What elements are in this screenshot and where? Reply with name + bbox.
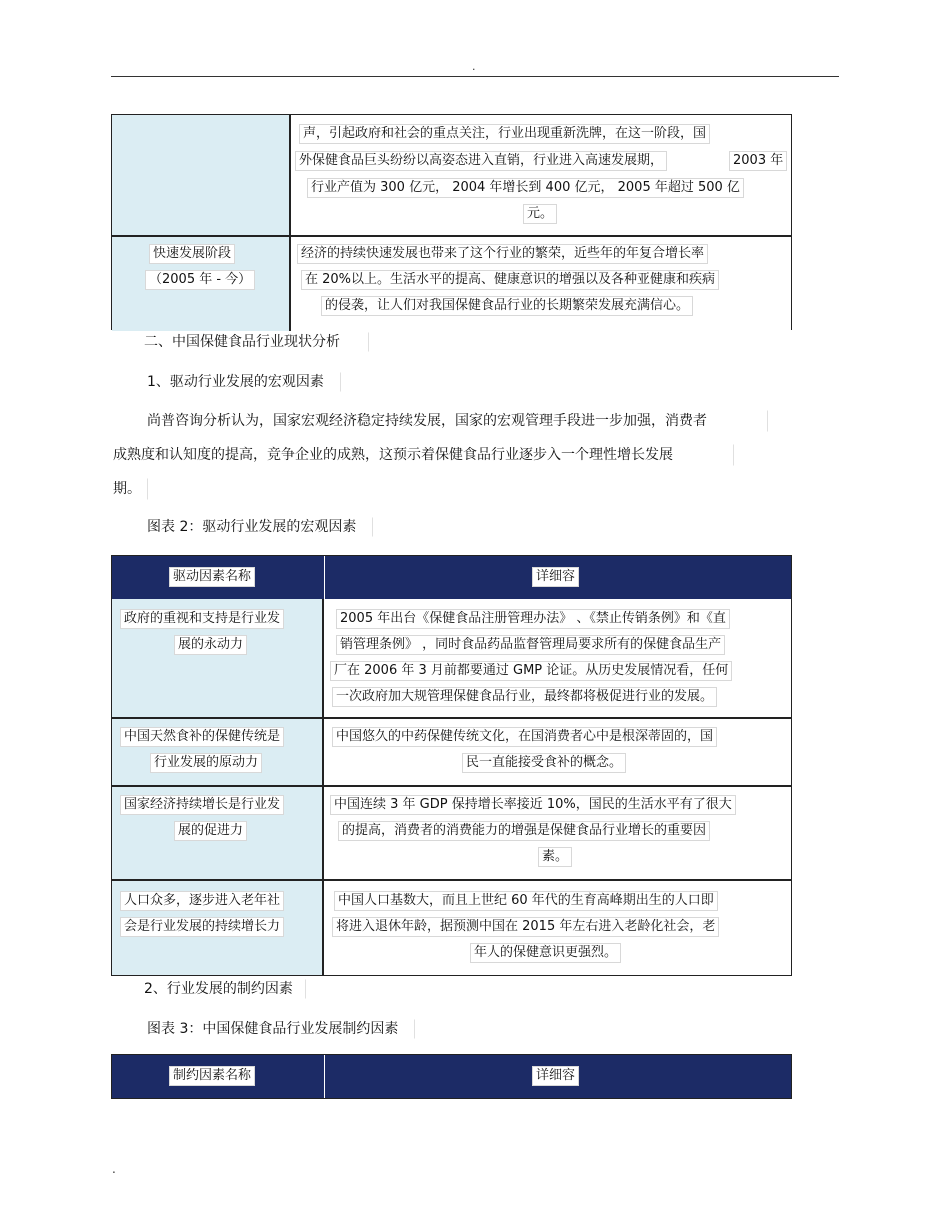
footer-dot: . — [112, 1162, 116, 1176]
detail-line: 厂在 2006 年 3 月前都要通过 GMP 论证。从历史发展情况看，任何 — [330, 661, 732, 681]
detail-line: 中国悠久的中药保健传统文化，在国消费者心中是根深蒂固的，国 — [332, 727, 717, 747]
detail-line: 销管理条例》 ，同时食品药品监督管理局要求所有的保健食品生产 — [336, 635, 725, 655]
detail-line: 元。 — [523, 204, 557, 224]
paragraph-line: 成熟度和认知度的提高，竞争企业的成熟，这预示着保健食品行业逐步入一个理性增长发展 — [109, 444, 734, 466]
subsection-title: 2、行业发展的制约因素 — [140, 979, 306, 999]
driving-factors-table — [111, 555, 792, 976]
factor-name: 人口众多，逐步进入老年社 — [120, 891, 284, 911]
header-rule — [111, 76, 839, 77]
factor-name: 会是行业发展的持续增长力 — [120, 917, 284, 937]
column-header-factor: 制约因素名称 — [169, 1066, 255, 1086]
stage-name-cell — [112, 237, 291, 331]
factor-name: 展的促进力 — [174, 821, 247, 841]
detail-line: 中国连续 3 年 GDP 保持增长率接近 10%，国民的生活水平有了很大 — [330, 795, 736, 815]
detail-line: 素。 — [538, 847, 572, 867]
factor-detail-cell — [324, 787, 791, 879]
table-header — [112, 1055, 791, 1098]
factor-detail-cell — [324, 881, 791, 975]
factor-name-cell — [112, 719, 324, 785]
stage-period: （2005 年 - 今） — [145, 270, 255, 290]
detail-line: 中国人口基数大，而且上世纪 60 年代的生育高峰期出生的人口即 — [334, 891, 718, 911]
factor-name: 展的永动力 — [174, 635, 247, 655]
figure-caption: 图表 2：驱动行业发展的宏观因素 — [143, 517, 373, 537]
detail-line: 经济的持续快速发展也带来了这个行业的繁荣，近些年的年复合增长率 — [297, 244, 708, 264]
factor-name-cell — [112, 881, 324, 975]
table-header — [112, 556, 791, 599]
factor-name-cell — [112, 787, 324, 879]
factor-name-cell — [112, 599, 324, 717]
factor-name: 行业发展的原动力 — [150, 753, 262, 773]
detail-line: 一次政府加大规管理保健食品行业，最终都将极促进行业的发展。 — [332, 687, 717, 707]
stage-name: 快速发展阶段 — [149, 244, 235, 264]
column-header-detail: 详细容 — [532, 567, 579, 587]
detail-line: 在 20%以上。生活水平的提高、健康意识的增强以及各种亚健康和疾病 — [301, 270, 719, 290]
detail-line: 外保健食品巨头纷纷以高姿态进入直销，行业进入高速发展期， — [295, 151, 667, 171]
stage-detail-cell — [291, 115, 791, 236]
header-dot: . — [472, 60, 476, 73]
paragraph-line: 期。 — [109, 478, 148, 500]
factor-detail-cell — [324, 599, 791, 717]
factor-name: 国家经济持续增长是行业发 — [120, 795, 284, 815]
subsection-title: 1、驱动行业发展的宏观因素 — [143, 372, 341, 392]
column-header-detail: 详细容 — [532, 1066, 579, 1086]
detail-line: 的侵袭，让人们对我国保健食品行业的长期繁荣发展充满信心。 — [321, 296, 693, 316]
factor-name: 中国天然食补的保健传统是 — [120, 727, 284, 747]
column-header-factor: 驱动因素名称 — [169, 567, 255, 587]
factor-name: 政府的重视和支持是行业发 — [120, 609, 284, 629]
detail-line: 将进入退休年龄，据预测中国在 2015 年左右进入老龄化社会，老 — [332, 917, 719, 937]
stage-detail-cell — [291, 237, 791, 331]
stage-cell-empty — [112, 115, 291, 236]
detail-line: 民一直能接受食补的概念。 — [462, 753, 626, 773]
detail-line: 行业产值为 300 亿元， 2004 年增长到 400 亿元， 2005 年超过 500 亿 — [307, 178, 744, 198]
development-stage-table — [111, 114, 792, 330]
figure-caption: 图表 3：中国保健食品行业发展制约因素 — [143, 1019, 415, 1039]
section-title: 二、中国保健食品行业现状分析 — [140, 332, 369, 352]
detail-line: 声，引起政府和社会的重点关注，行业出现重新洗牌，在这一阶段，国 — [299, 124, 710, 144]
detail-line: 2005 年出台《保健食品注册管理办法》 、《禁止传销条例》和《直 — [336, 609, 730, 629]
detail-line: 2003 年 — [729, 151, 787, 171]
detail-line: 年人的保健意识更强烈。 — [470, 943, 621, 963]
paragraph-line: 尚普咨询分析认为，国家宏观经济稳定持续发展，国家的宏观管理手段进一步加强，消费者 — [143, 410, 768, 432]
factor-detail-cell — [324, 719, 791, 785]
detail-line: 的提高，消费者的消费能力的增强是保健食品行业增长的重要因 — [338, 821, 710, 841]
constraint-factors-table — [111, 1054, 792, 1099]
